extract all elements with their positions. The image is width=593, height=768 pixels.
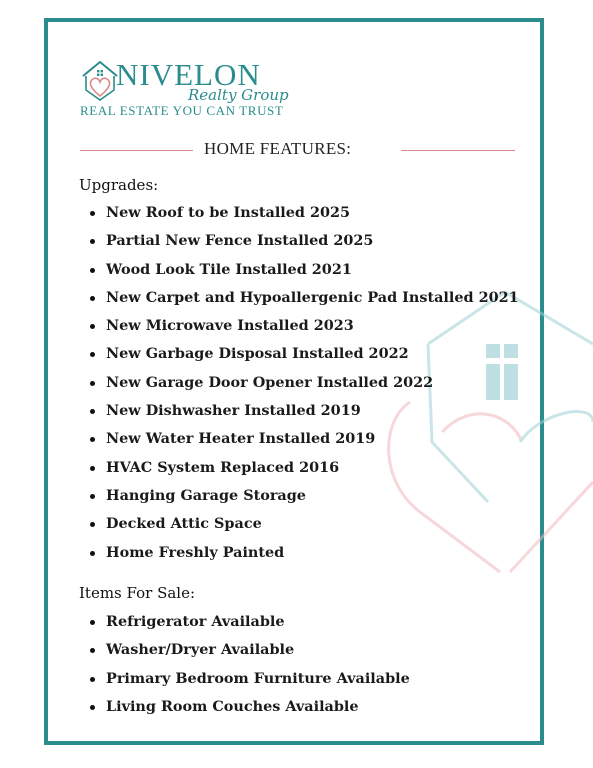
items-for-sale-list [90,608,410,721]
brand-subtitle: Realty Group [188,86,289,104]
page-title: HOME FEATURES: [204,139,352,158]
house-heart-logo-icon [80,58,120,102]
list-item: New Roof to be Installed 2025 [90,199,519,227]
list-item: Primary Bedroom Furniture Available [90,665,410,693]
list-item: New Garbage Disposal Installed 2022 [90,340,519,368]
list-item: New Garage Door Opener Installed 2022 [90,369,519,397]
list-item: Living Room Couches Available [90,693,410,721]
items-for-sale-label: Items For Sale: [79,584,196,602]
list-item: New Dishwasher Installed 2019 [90,397,519,425]
list-item: New Carpet and Hypoallergenic Pad Installed 2021 [90,284,519,312]
section-heading [80,138,515,164]
brand-tagline: REAL ESTATE YOU CAN TRUST [80,103,284,118]
list-item: Refrigerator Available [90,608,410,636]
list-item: HVAC System Replaced 2016 [90,454,519,482]
list-item: Home Freshly Painted [90,539,519,567]
list-item: Hanging Garage Storage [90,482,519,510]
heading-rule-right [401,150,515,151]
heading-rule-left [80,150,193,151]
upgrades-label: Upgrades: [79,176,159,194]
list-item: New Microwave Installed 2023 [90,312,519,340]
list-item: New Water Heater Installed 2019 [90,425,519,453]
upgrades-list [90,199,519,567]
list-item: Washer/Dryer Available [90,636,410,664]
brand-name: NIVELON [116,57,261,92]
list-item: Partial New Fence Installed 2025 [90,227,519,255]
brand-logo [80,56,310,122]
list-item: Wood Look Tile Installed 2021 [90,256,519,284]
list-item: Decked Attic Space [90,510,519,538]
